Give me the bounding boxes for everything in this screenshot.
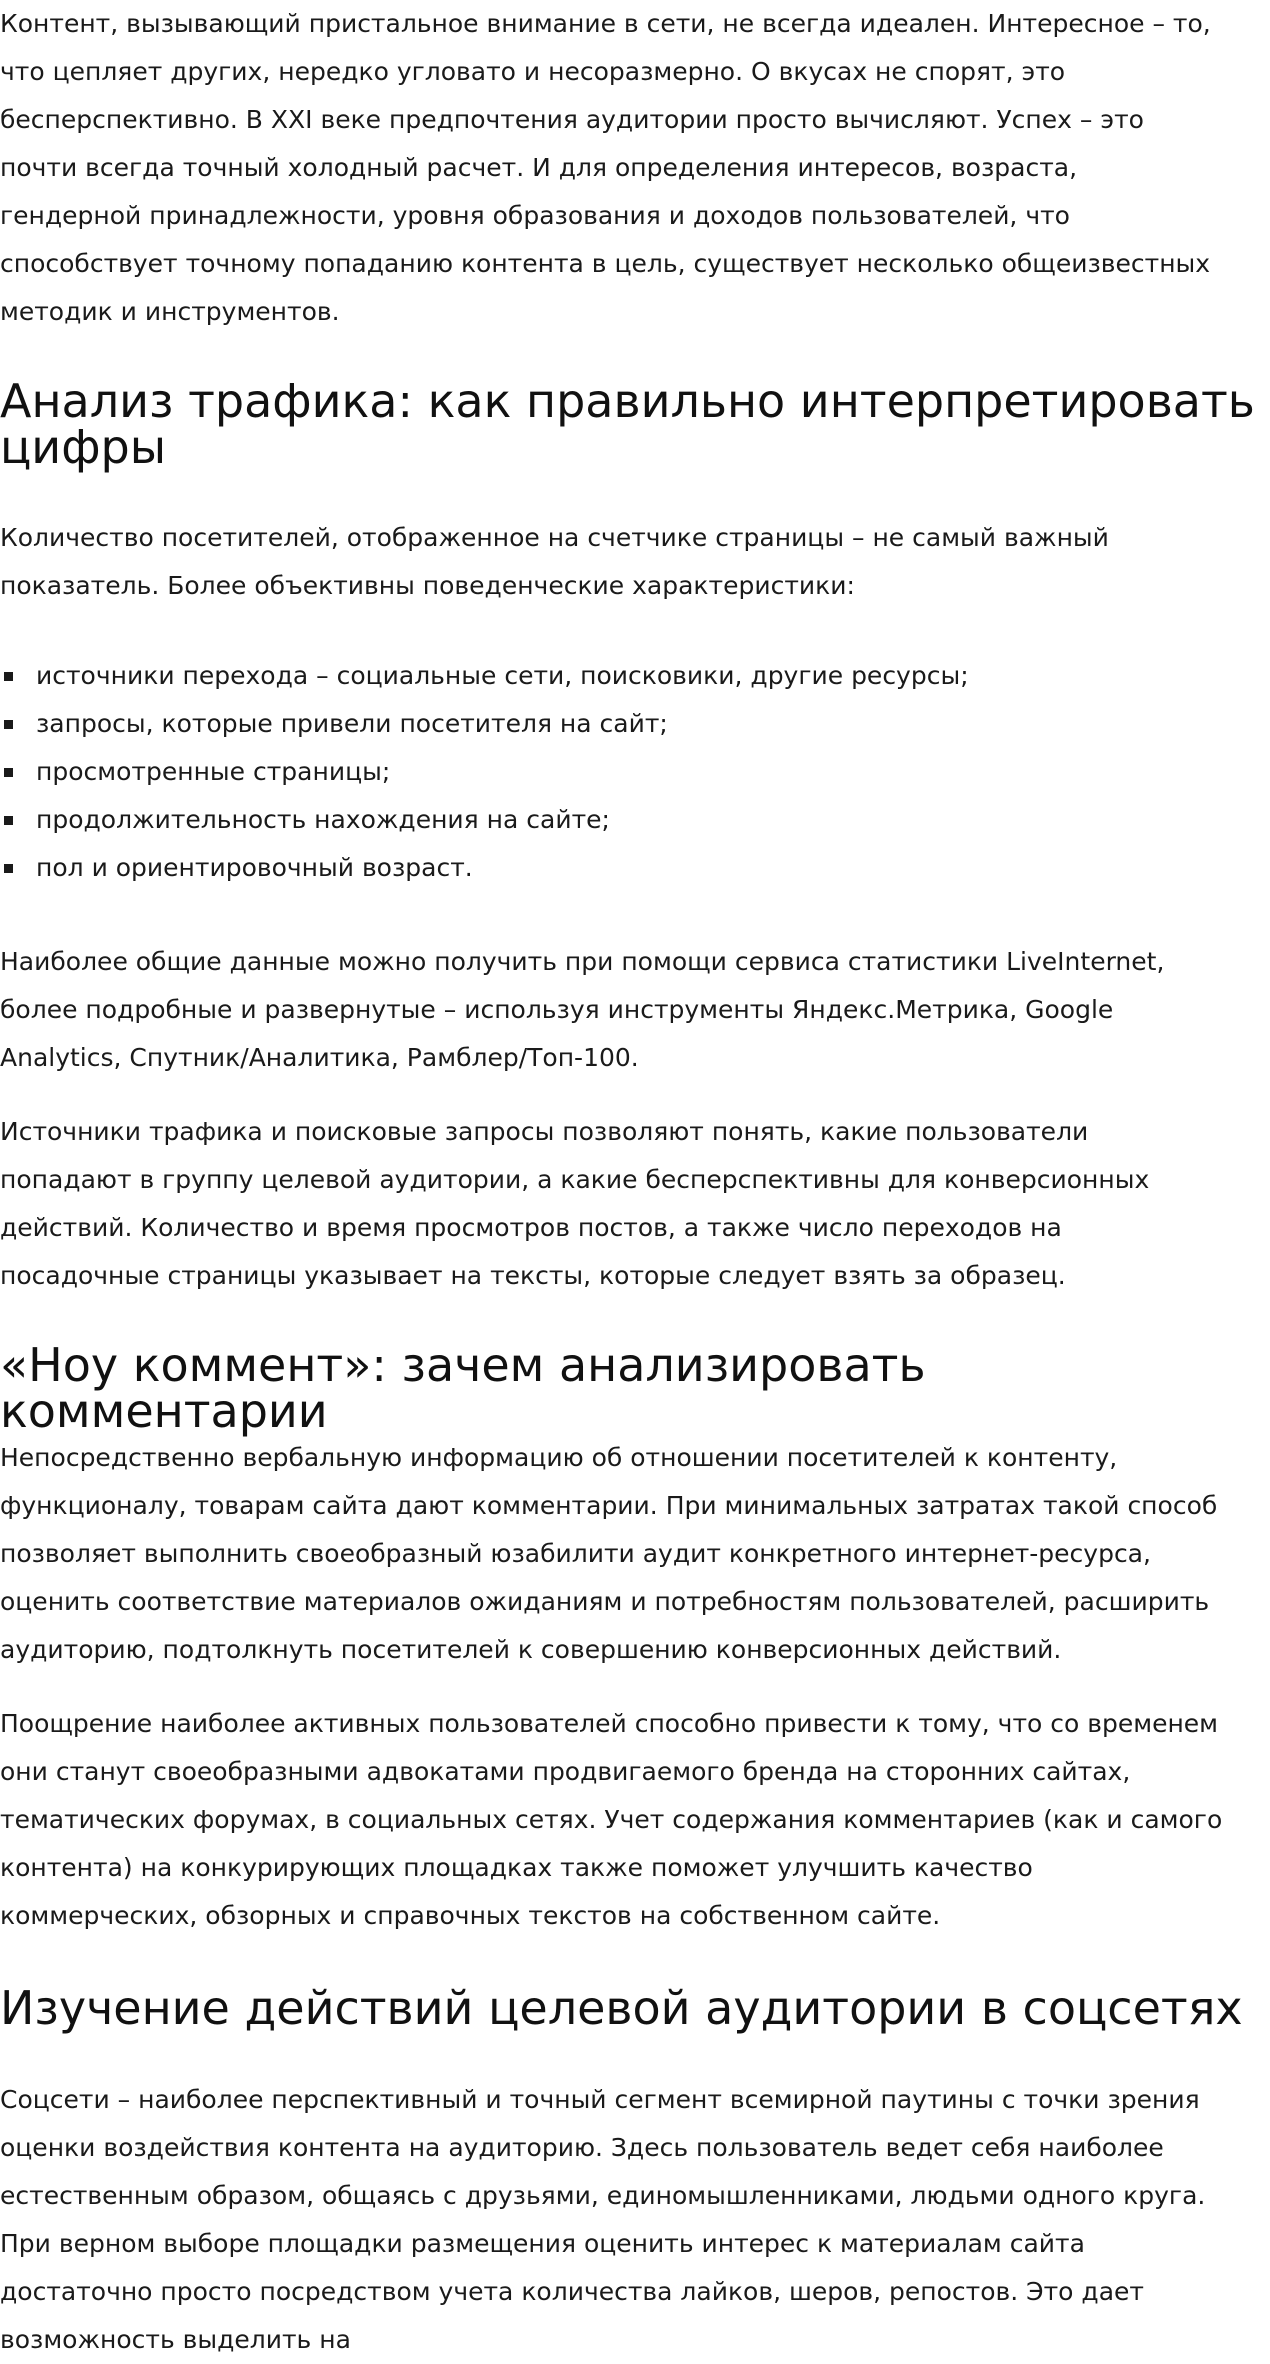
list-item [0, 844, 1262, 892]
text-line: способствует точному попаданию контента в цель, существует несколько общеизвестных [0, 249, 1211, 278]
text-line: действий. Количество и время просмотров постов, а также число переходов на [0, 1213, 1062, 1242]
text-line: Поощрение наиболее активных пользователей способно привести к тому, что со временем [0, 1709, 1219, 1738]
text-line: Наиболее общие данные можно получить при помощи сервиса статистики LiveInternet, [0, 947, 1165, 976]
list-item-text: запросы, которые привели посетителя на сайт; [36, 709, 668, 738]
text-line: что цепляет других, нередко угловато и несоразмерно. О вкусах не спорят, это [0, 57, 1066, 86]
active-users-paragraph [0, 1700, 1262, 1940]
comments-paragraph [0, 1434, 1262, 1674]
list-item-text: просмотренные страницы; [36, 757, 391, 786]
text-line: позволяет выполнить своеобразный юзабилити аудит конкретного интернет-ресурса, [0, 1539, 1151, 1568]
text-line: возможность выделить на [0, 2325, 351, 2354]
bullet-icon [4, 864, 13, 873]
heading-line: цифры [0, 420, 167, 474]
text-line: Соцсети – наиболее перспективный и точный сегмент всемирной паутины с точки зрения [0, 2085, 1200, 2114]
text-line: коммерческих, обзорных и справочных текстов на собственном сайте. [0, 1901, 941, 1930]
bullet-icon [4, 720, 13, 729]
list-item [0, 700, 1262, 748]
social-paragraph [0, 2076, 1262, 2364]
text-line: Непосредственно вербальную информацию об отношении посетителей к контенту, [0, 1443, 1118, 1472]
list-item-text: продолжительность нахождения на сайте; [36, 805, 610, 834]
list-item [0, 652, 1262, 700]
text-line: функционалу, товарам сайта дают комментарии. При минимальных затратах такой способ [0, 1491, 1218, 1520]
bullet-icon [4, 816, 13, 825]
text-line: достаточно просто посредством учета количества лайков, шеров, репостов. Это дает [0, 2277, 1144, 2306]
bullet-icon [4, 672, 13, 681]
text-line: методик и инструментов. [0, 297, 340, 326]
text-line: естественным образом, общаясь с друзьями, единомышленниками, людьми одного круга. [0, 2181, 1206, 2210]
text-line: Количество посетителей, отображенное на счетчике страницы – не самый важный [0, 523, 1109, 552]
bullet-icon [4, 768, 13, 777]
text-line: показатель. Более объективны поведенческие характеристики: [0, 571, 855, 600]
section-heading-comments: «Ноу коммент»: зачем анализировать комментарии [0, 1338, 926, 1438]
text-line: оценить соответствие материалов ожиданиям и потребностям пользователей, расширить [0, 1587, 1210, 1616]
text-line: контента) на конкурирующих площадках также поможет улучшить качество [0, 1853, 1033, 1882]
text-line: Источники трафика и поисковые запросы позволяют понять, какие пользователи [0, 1117, 1089, 1146]
stats-services-paragraph [0, 938, 1262, 1082]
list-item [0, 796, 1262, 844]
text-line: оценки воздействия контента на аудиторию. Здесь пользователь ведет себя наиболее [0, 2133, 1164, 2162]
traffic-paragraph [0, 514, 1262, 610]
text-line: При верном выборе площадки размещения оценить интерес к материалам сайта [0, 2229, 1085, 2258]
text-line: они станут своеобразными адвокатами продвигаемого бренда на сторонних сайтах, [0, 1757, 1131, 1786]
text-line: гендерной принадлежности, уровня образования и доходов пользователей, что [0, 201, 1070, 230]
text-line: аудиторию, подтолкнуть посетителей к совершению конверсионных действий. [0, 1635, 1062, 1664]
list-item-text: источники перехода – социальные сети, поисковики, другие ресурсы; [36, 661, 969, 690]
text-line: Analytics, Спутник/Аналитика, Рамблер/Топ-100. [0, 1043, 639, 1072]
text-line: почти всегда точный холодный расчет. И для определения интересов, возраста, [0, 153, 1078, 182]
intro-paragraph [0, 0, 1262, 336]
list-item-text: пол и ориентировочный возраст. [36, 853, 473, 882]
list-item [0, 748, 1262, 796]
text-line: попадают в группу целевой аудитории, а какие бесперспективны для конверсионных [0, 1165, 1150, 1194]
behavior-list [0, 652, 1262, 892]
text-line: посадочные страницы указывает на тексты, которые следует взять за образец. [0, 1261, 1066, 1290]
section-heading-social: Изучение действий целевой аудитории в соцсетях [0, 1981, 1243, 2035]
text-line: бесперспективно. В XXI веке предпочтения аудитории просто вычисляют. Успех – это [0, 105, 1144, 134]
text-line: более подробные и развернутые – используя инструменты Яндекс.Метрика, Google [0, 995, 1114, 1024]
traffic-sources-paragraph [0, 1108, 1262, 1300]
text-line: Контент, вызывающий пристальное внимание в сети, не всегда идеален. Интересное – то, [0, 9, 1211, 38]
section-heading-traffic [0, 374, 1262, 474]
heading-line: Анализ трафика: как правильно интерпретировать [0, 374, 1255, 428]
text-line: тематических форумах, в социальных сетях. Учет содержания комментариев (как и самого [0, 1805, 1223, 1834]
